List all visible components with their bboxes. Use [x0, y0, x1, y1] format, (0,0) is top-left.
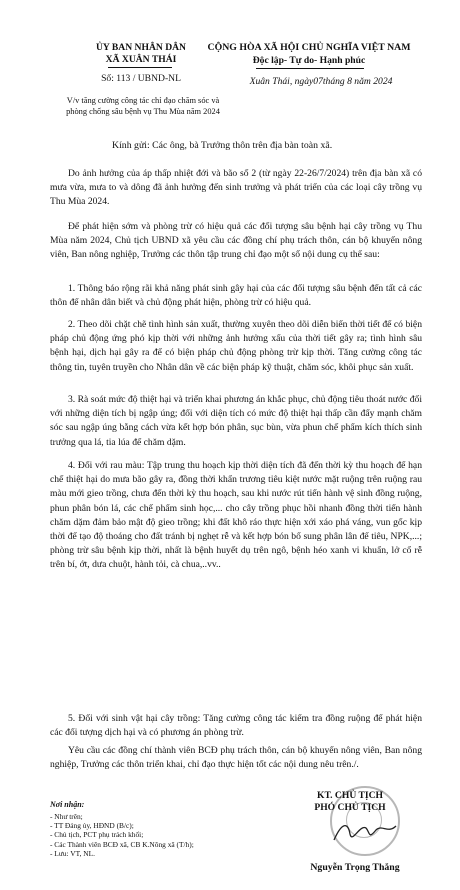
- org-line-2: XÃ XUÂN THÁI: [105, 54, 177, 65]
- recipient-item: - TT Đảng ủy, HĐND (B/c);: [50, 821, 134, 831]
- recipients-title: Nơi nhận:: [50, 800, 85, 809]
- recipients-list: [50, 812, 250, 858]
- recipient-item: - Các Thành viên BCĐ xã, CB K.Nông xã (T/h);: [50, 839, 194, 849]
- recipients-title-text: Nơi nhận: [50, 800, 82, 809]
- recipient-item: - Lưu: VT, NL.: [50, 848, 95, 858]
- doc-number: Số: 113 / UBND-NL: [101, 73, 181, 84]
- recipient-item: - Như trên;: [50, 812, 83, 821]
- paragraph-1: Do ảnh hưởng của áp thấp nhiệt đới và bão số 2 (từ ngày 22-26/7/2024) trên địa bàn xã có mưa vừa, mưa to và dông đã ảnh hưởng đến sinh trưởng và phát triển của các loại cây trồng vụ Thu Mùa 2024.: [50, 168, 422, 208]
- national-motto: Độc lập- Tự do- Hạnh phúc: [252, 55, 366, 66]
- paragraph-4: 2. Theo dõi chặt chẽ tình hình sản xuất, thường xuyên theo dõi diễn biến thời tiết để có biện pháp chủ động ứng phó kịp thời với những ảnh hưởng xấu của thời tiết gây ra; tình hình sâu bệnh hại, dịch hại gây ra để có biện pháp chủ động phòng trừ kịp thời. Tăng cường công tác thông tin, tuyên truyền cho Nhân dân về các biện pháp kỹ thuật, chăm sóc, khôi phục sản xuất.: [50, 319, 422, 373]
- sign-role-2: PHÓ CHỦ TỊCH: [314, 802, 386, 813]
- motto-underline: [256, 68, 364, 69]
- handwritten-signature: [330, 818, 400, 846]
- org-underline: [108, 67, 172, 68]
- paragraph-5: 3. Rà soát mức độ thiệt hại và triển khai phương án khắc phục, chủ động tiêu thoát nước đối với những diện tích bị ngập úng; đối với diện tích có mức độ thiệt hại thấp cần đẩy mạnh chăm sóc sau ngập úng bằng cách vừa kết hợp bón phân, sục bùn, vừa phun chế phẩm kích thích sinh trưởng qua lá, tia lúa để chăm dặm.: [50, 394, 422, 448]
- salutation: Kính gửi: Các ông, bà Trưởng thôn trên địa bàn toàn xã.: [112, 140, 333, 151]
- doc-subject: V/v tăng cường công tác chỉ đạo chăm sóc và phòng chống sâu bệnh vụ Thu Mùa năm 2024: [66, 96, 220, 116]
- place-date: Xuân Thái, ngày07tháng 8 năm 2024: [249, 76, 393, 87]
- paragraph-3: 1. Thông báo rộng rãi khả năng phát sinh gây hại của các đối tượng sâu bệnh đến tất cả các thôn để nhân dân biết và chủ động phát hiện, phòng trừ có hiệu quả.: [50, 283, 422, 309]
- paragraph-8: Yêu cầu các đồng chí thành viên BCĐ phụ trách thôn, cán bộ khuyến nông viên, Ban nông nghiệp, Trưởng các thôn triển khai, chỉ đạo thực hiện tốt các nội dung nêu trên./.: [50, 745, 422, 771]
- signer-name: Nguyễn Trọng Thắng: [310, 862, 400, 873]
- paragraph-7: 5. Đối với sinh vật hại cây trồng: Tăng cường công tác kiểm tra đồng ruộng để phát hiện các đối tượng dịch hại và có phương án phòng trừ.: [50, 713, 422, 739]
- sign-role-1: KT. CHỦ TỊCH: [316, 790, 383, 801]
- paragraph-6: 4. Đối với rau màu: Tập trung thu hoạch kịp thời diện tích đã đến thời kỳ thu hoạch để hạn chế thiệt hại do mưa bão gây ra, đồng thời khẩn trương tiêu kiệt nước mặt ruộng trên ruộng rau màu mới gieo trồng, chưa đến thời kỳ thu hoạch, sau khi nước rút tiến hành vệ sinh đồng ruộng, phun phân bón lá, các chế phẩm sinh học,... cho cây trồng phục hồi nhanh đồng thời tiến hành chăm dặm đảm bảo mật độ gieo trồng; khi đất khô ráo thực hiện xới xáo phá váng, vun gốc kịp thời để tạo độ thoáng cho đất tránh bị nghẹt rễ và kết hợp bón bổ sung phân lân để tiêu, NPK,...; phòng trừ sâu bệnh kịp thời, nhất là bệnh huyết dụ trên ngô, bệnh héo xanh vi khuẩn, lở cổ rễ trên bí, ớt, dưa chuột, hành tỏi, cà chua,..vv..: [50, 460, 422, 571]
- recipient-item: - Chủ tịch, PCT phụ trách khối;: [50, 830, 144, 840]
- paragraph-2: Để phát hiện sớm và phòng trừ có hiệu quả các đối tượng sâu bệnh hại cây trồng vụ Thu Mùa năm 2024, Chủ tịch UBND xã yêu cầu các đồng chí phụ trách thôn, cán bộ khuyến nông viên, Ban nông nghiệp, Trưởng các thôn tập trung chỉ đạo một số nội dung cụ thể sau:: [50, 221, 422, 261]
- country-name: CỘNG HÒA XÃ HỘI CHỦ NGHĨA VIỆT NAM: [207, 42, 411, 53]
- org-line-1: ỦY BAN NHÂN DÂN: [96, 42, 186, 53]
- issuing-org: [66, 42, 216, 66]
